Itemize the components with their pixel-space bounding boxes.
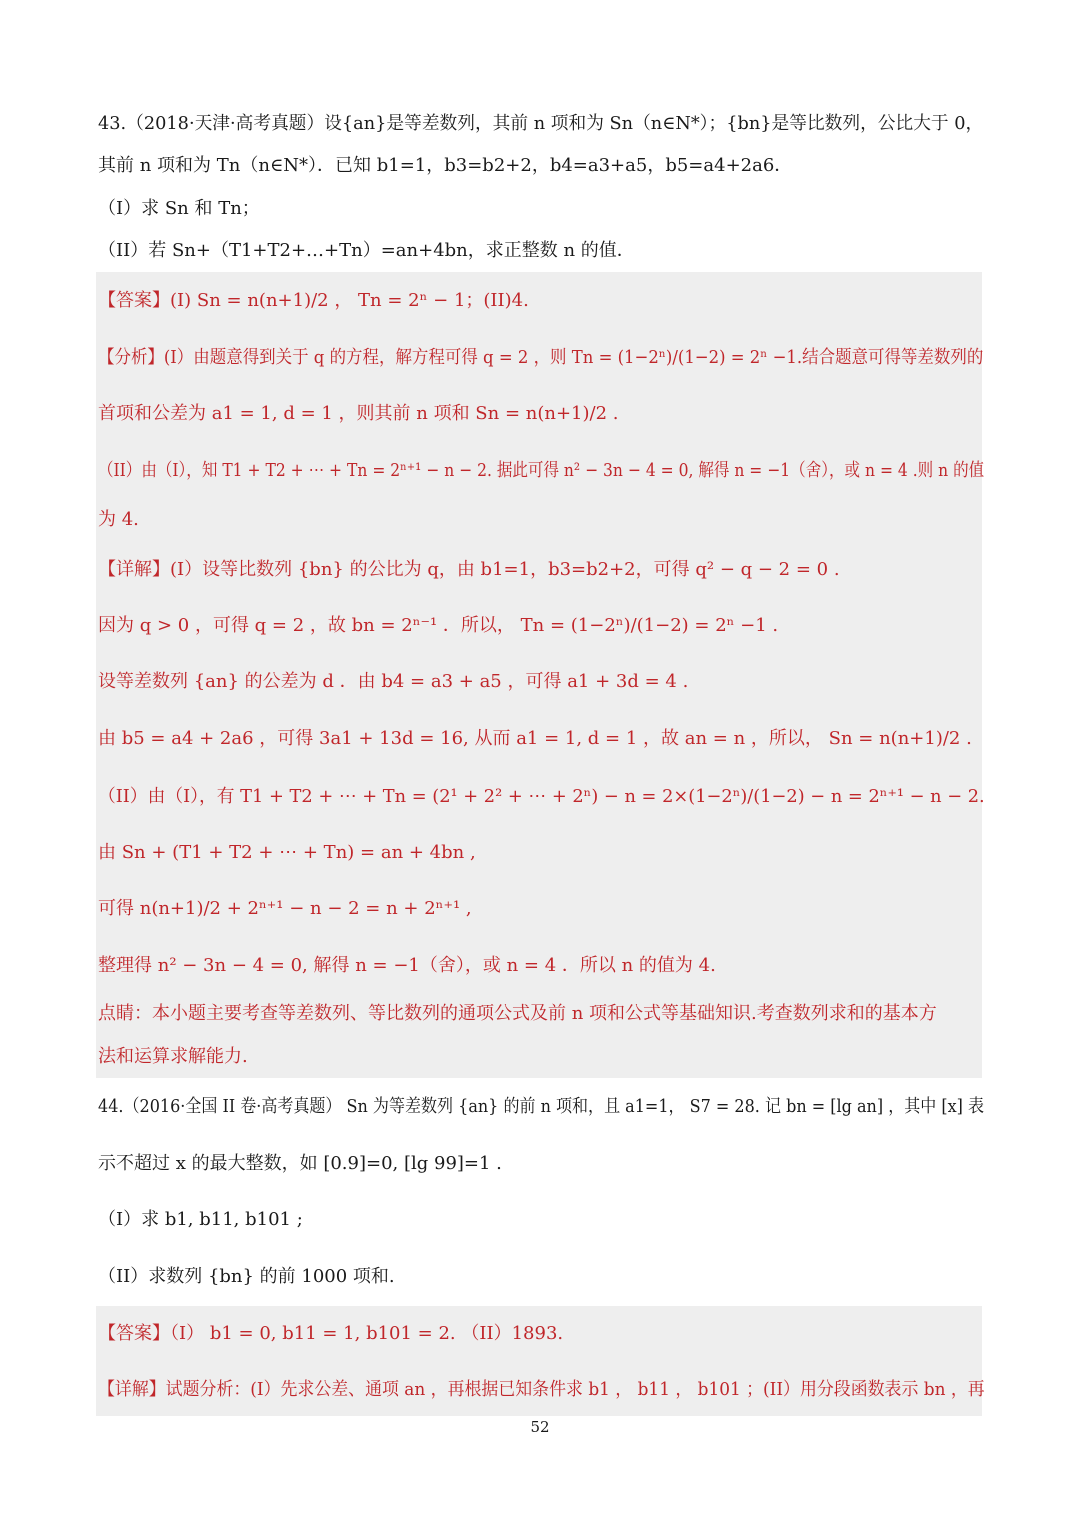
q43-analysis-line: 首项和公差为 a1 = 1, d = 1 ，则其前 n 项和 Sn = n(n+1)/2 . xyxy=(98,403,619,424)
q43-detail-line: 【详解】(I）设等比数列 {bn} 的公比为 q，由 b1=1，b3=b2+2，可得 q² − q − 2 = 0 . xyxy=(98,559,840,580)
q44-stem-line: （II）求数列 {bn} 的前 1000 项和. xyxy=(98,1266,395,1287)
q43-analysis-line: 为 4. xyxy=(98,509,139,530)
q43-detail-line: 设等差数列 {an} 的公差为 d ．由 b4 = a3 + a5 ，可得 a1 + 3d = 4 . xyxy=(98,671,689,692)
q44-answer: 【答案】（I） b1 = 0, b11 = 1, b101 = 2. （II）1893. xyxy=(98,1323,564,1344)
q44-detail-line: 【详解】试题分析：(I）先求公差、通项 an ，再根据已知条件求 b1 ， b11 ， b101 ；(II）用分段函数表示 bn ，再 xyxy=(98,1379,985,1400)
q43-detail-line: 由 Sn + (T1 + T2 + ⋯ + Tn) = an + 4bn , xyxy=(98,842,476,863)
page-number: 52 xyxy=(530,1418,550,1436)
q44-stem-line: （I）求 b1, b11, b101 ; xyxy=(98,1209,303,1230)
q44-stem-line: 示不超过 x 的最大整数，如 [0.9]=0, [lg 99]=1 . xyxy=(98,1153,502,1174)
q43-detail-line: 因为 q > 0 ，可得 q = 2 ，故 bn = 2ⁿ⁻¹ ．所以， Tn = (1−2ⁿ)/(1−2) = 2ⁿ −1 . xyxy=(98,615,779,636)
q43-analysis-line: 【分析】(I）由题意得到关于 q 的方程，解方程可得 q = 2 ，则 Tn = (1−2ⁿ)/(1−2) = 2ⁿ −1.结合题意可得等差数列的 xyxy=(98,347,984,368)
q43-detail-line: 可得 n(n+1)/2 + 2ⁿ⁺¹ − n − 2 = n + 2ⁿ⁺¹ , xyxy=(98,898,472,919)
q43-detail-line: （II）由（I），有 T1 + T2 + ⋯ + Tn = (2¹ + 2² + ⋯ + 2ⁿ) − n = 2×(1−2ⁿ)/(1−2) − n = 2ⁿ⁺¹ − n − 2. xyxy=(98,786,985,807)
q43-stem-line: 其前 n 项和为 Tn（n∈N*）．已知 b1=1，b3=b2+2，b4=a3+a5，b5=a4+2a6． xyxy=(98,155,793,176)
q44-stem-line: 44.（2016·全国 II 卷·高考真题） Sn 为等差数列 {an} 的前 n 项和，且 a1=1， S7 = 28. 记 bn = [lg an] ，其中 [x] 表 xyxy=(98,1096,985,1117)
q43-detail-line: 整理得 n² − 3n − 4 = 0, 解得 n = −1（舍），或 n = 4 ．所以 n 的值为 4. xyxy=(98,955,716,976)
q43-answer: 【答案】(I) Sn = n(n+1)/2 ， Tn = 2ⁿ − 1；(II)4. xyxy=(98,290,529,311)
q43-stem-line: （II）若 Sn+（T1+T2+…+Tn）=an+4bn，求正整数 n 的值． xyxy=(98,240,635,261)
q43-remark-line: 点睛：本小题主要考查等差数列、等比数列的通项公式及前 n 项和公式等基础知识.考查数列求和的基本方 xyxy=(98,1003,937,1024)
q43-analysis-line: （II）由（I），知 T1 + T2 + ⋯ + Tn = 2ⁿ⁺¹ − n − 2. 据此可得 n² − 3n − 4 = 0, 解得 n = −1（舍），或 n = 4 .则 n 的值 xyxy=(98,460,985,481)
q43-remark-line: 法和运算求解能力. xyxy=(98,1046,248,1067)
q43-stem-line: （I）求 Sn 和 Tn； xyxy=(98,198,260,219)
q43-stem-line: 43.（2018·天津·高考真题）设{an}是等差数列，其前 n 项和为 Sn（n∈N*）；{bn}是等比数列，公比大于 0， xyxy=(98,113,984,134)
q43-detail-line: 由 b5 = a4 + 2a6 ，可得 3a1 + 13d = 16, 从而 a1 = 1, d = 1 ，故 an = n ，所以， Sn = n(n+1)/2 . xyxy=(98,728,972,749)
